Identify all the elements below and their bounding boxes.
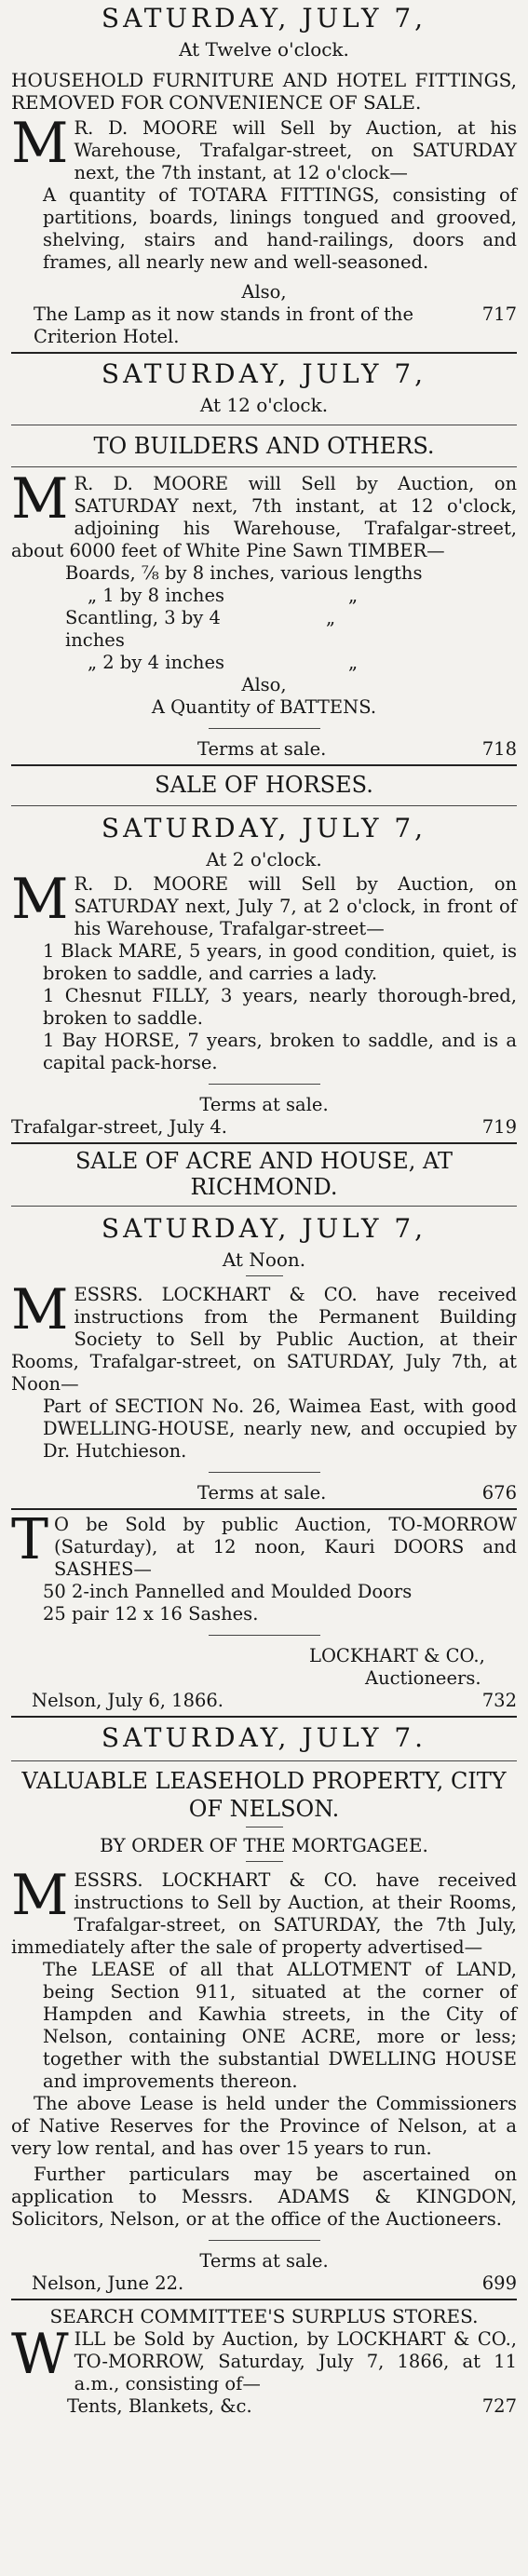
short-rule — [246, 1861, 283, 1862]
ad-number: 676 — [481, 1482, 517, 1504]
short-rule — [209, 728, 320, 729]
drop-cap: M — [11, 1863, 69, 1928]
ad-intro: ILL be Sold by Auction, by LOCKHART & CO., TO-MORROW, Saturday, July 7, 1866, at 11 a.m., consisting of— — [74, 2328, 517, 2394]
ad-heading: SALE OF ACRE AND HOUSE, AT RICHMOND. — [74, 1148, 453, 1200]
divider — [11, 805, 517, 806]
ad-number: 718 — [481, 738, 517, 760]
door-line: 25 pair 12 x 16 Sashes. — [43, 1603, 259, 1625]
horse-item: 1 Black MARE, 5 years, in good condition, quiet, is broken to saddle, and carries a lady. — [43, 940, 517, 984]
sale-date: SATURDAY, JULY 7. — [101, 1722, 427, 1753]
terms: Terms at sale. — [197, 738, 327, 760]
ad-footer — [11, 1482, 517, 1504]
terms: Terms at sale. — [197, 1482, 327, 1504]
drop-cap: M — [11, 111, 69, 176]
divider — [11, 1716, 517, 1718]
drop-cap: M — [11, 867, 69, 932]
door-line: 50 2-inch Pannelled and Moulded Doors — [43, 1581, 413, 1602]
newspaper-column — [11, 0, 517, 2418]
ad-intro: ESSRS. LOCKHART & CO. have received instructions from the Permanent Building Society to Sell by Public Auction, at their Rooms, Trafalgar-street, on SATURDAY, July 7th, at Noon— — [11, 1284, 517, 1395]
ad-body — [11, 1277, 517, 1396]
horse-item: 1 Bay HORSE, 7 years, broken to saddle, and is a capital pack-horse. — [43, 1030, 517, 1073]
place-date: Nelson, July 6, 1866. — [32, 1690, 223, 1711]
drop-cap: M — [11, 1277, 69, 1342]
short-rule — [209, 1084, 320, 1085]
ad-intro: R. D. MOORE will Sell by Auction, on SATURDAY next, 7th instant, at 12 o'clock, adjoining his Warehouse, Trafalgar-street, about 6000 feet of White Pine Sawn TIMBER— — [11, 473, 517, 561]
ad-intro: O be Sold by public Auction, TO-MORROW (Saturday), at 12 noon, Kauri DOORS and SASHES— — [54, 1514, 517, 1580]
drop-cap: T — [11, 1507, 49, 1572]
short-rule — [209, 1472, 320, 1473]
ad-body — [11, 1507, 517, 1581]
ad-body — [11, 2322, 517, 2395]
ad-footer — [11, 1116, 517, 1139]
ad-leasehold — [11, 1721, 517, 2295]
ad-intro: R. D. MOORE will Sell by Auction, on SATURDAY next, July 7, at 2 o'clock, in front of his Warehouse, Trafalgar-street— — [74, 873, 517, 939]
divider — [11, 764, 517, 766]
also-label: Also, — [241, 674, 287, 695]
also-label: Also, — [241, 281, 287, 303]
divider — [11, 1760, 517, 1761]
sale-time: At Twelve o'clock. — [179, 38, 349, 61]
further-text: Further particulars may be ascertained on application to Messrs. ADAMS & KINGDON, Solicitors, Nelson, or at the office of the Auctioneers. — [11, 2164, 517, 2230]
ad-heading: SALE OF HORSES. — [155, 772, 373, 798]
ad-item: A quantity of TOTARA FITTINGS, consisting of partitions, boards, linings tongued and grooved, shelving, stairs and hand-railings, doors and frames, all nearly new and well-seasoned. — [43, 184, 517, 273]
lease-text: The above Lease is held under the Commissioners of Native Reserves for the Province of Nelson, at a very low rental, and has over 15 years to run. — [11, 2093, 517, 2159]
firm-name: LOCKHART & CO., — [309, 1645, 485, 1666]
lot-row: Scantling, 3 by 4 inches „ — [65, 607, 336, 651]
terms: Terms at sale. — [199, 1094, 329, 1115]
sale-date: SATURDAY, JULY 7, — [101, 1213, 427, 1244]
ad-heading: VALUABLE LEASEHOLD PROPERTY, CITY OF NELSON. — [21, 1768, 507, 1822]
ad-builders — [11, 357, 517, 761]
ad-body — [11, 111, 517, 184]
sale-date: SATURDAY, JULY 7, — [101, 358, 427, 389]
ad-number: 717 — [481, 303, 517, 325]
divider — [11, 1508, 517, 1510]
lamp-text: The Lamp as it now stands in front of the Criterion Hotel. — [34, 303, 414, 347]
ad-body — [11, 1863, 517, 1959]
ad-intro: ESSRS. LOCKHART & CO. have received instructions to Sell by Auction, at their Rooms, Trafalgar-street, on SATURDAY, the 7th July, immediately after the sale of property advertised— — [11, 1869, 517, 1958]
sale-date: SATURDAY, JULY 7, — [101, 813, 427, 843]
lot-row: Boards, ⅞ by 8 inches, various lengths — [65, 562, 423, 584]
sale-time: At Noon. — [222, 1248, 306, 1271]
sale-time: At 2 o'clock. — [206, 848, 322, 870]
ad-heading: TO BUILDERS AND OTHERS. — [93, 433, 435, 459]
divider — [11, 352, 517, 354]
ad-item: Part of SECTION No. 26, Waimea East, with good DWELLING-HOUSE, nearly new, and occupied by Dr. Hutchieson. — [43, 1396, 517, 1462]
ad-heading: SEARCH COMMITTEE'S SURPLUS STORES. — [49, 2305, 479, 2327]
divider — [11, 1206, 517, 1207]
order-line: BY ORDER OF THE MORTGAGEE. — [100, 1834, 428, 1856]
ad-heading: HOUSEHOLD FURNITURE AND HOTEL FITTINGS, REMOVED FOR CONVENIENCE OF SALE. — [11, 69, 517, 114]
ad-footer — [11, 303, 517, 348]
ad-body — [11, 867, 517, 940]
lot-row: „ 1 by 8 inches „ — [88, 585, 359, 606]
sale-date: SATURDAY, JULY 7, — [101, 3, 427, 34]
ad-acre-house — [11, 1148, 517, 1504]
ad-number: 699 — [481, 2273, 517, 2294]
drop-cap: W — [11, 2322, 69, 2387]
divider — [11, 466, 517, 467]
ad-intro: R. D. MOORE will Sell by Auction, at his Warehouse, Trafalgar-street, on SATURDAY next, the 7th instant, at 12 o'clock— — [74, 117, 517, 183]
place-date: Trafalgar-street, July 4. — [11, 1116, 227, 1138]
ad-horses — [11, 770, 517, 1139]
ad-body — [11, 466, 517, 562]
ad-number: 719 — [481, 1116, 517, 1138]
horse-item: 1 Chesnut FILLY, 3 years, nearly thorough-bred, broken to saddle. — [43, 985, 517, 1029]
ad-number: 732 — [481, 1690, 517, 1711]
ad-footer — [11, 2395, 517, 2418]
battens-line: A Quantity of BATTENS. — [151, 696, 377, 718]
items-line: Tents, Blankets, &c. — [67, 2395, 252, 2417]
sale-time: At 12 o'clock. — [199, 394, 329, 416]
ad-surplus-stores — [11, 2304, 517, 2418]
lot-list — [11, 562, 517, 674]
ad-footer — [11, 2273, 517, 2295]
divider — [11, 1142, 517, 1144]
terms: Terms at sale. — [199, 2250, 329, 2272]
place-date: Nelson, June 22. — [32, 2273, 184, 2294]
ad-footer — [11, 1690, 517, 1712]
ad-item: The LEASE of all that ALLOTMENT of LAND, being Section 911, situated at the corner of Hampden and Kawhia streets, in the City of Nelson, containing ONE ACRE, more or less; together with the substantial DWELLING HOUSE and improvements thereon. — [43, 1959, 517, 2092]
ad-footer — [11, 738, 517, 761]
ad-number: 727 — [481, 2395, 517, 2417]
short-rule — [246, 1275, 283, 1276]
firm-role: Auctioneers. — [365, 1667, 481, 1689]
drop-cap: M — [11, 466, 69, 532]
lot-row: „ 2 by 4 inches „ — [88, 652, 359, 673]
ad-doors — [11, 1507, 517, 1712]
ad-furniture — [11, 2, 517, 348]
short-rule — [209, 2240, 320, 2241]
short-rule — [209, 1635, 320, 1636]
divider — [11, 2299, 517, 2300]
